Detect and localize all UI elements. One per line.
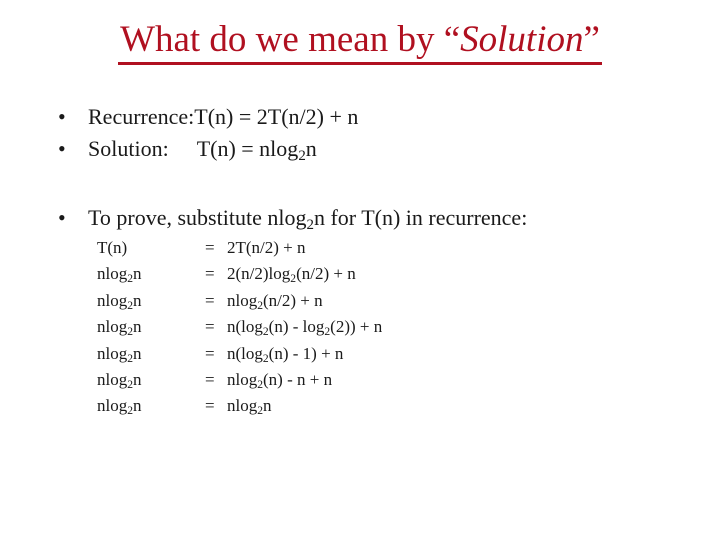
proof-lhs-text: nlog <box>97 370 128 389</box>
solution-label: Solution: <box>88 136 169 161</box>
proof-rhs-sub: 2 <box>262 351 269 365</box>
bullet-dot: • <box>58 104 66 129</box>
proof-rhs-text: 2T(n/2) + n <box>227 238 306 257</box>
proof-lhs <box>97 264 142 284</box>
recurrence-label: Recurrence: <box>88 104 195 129</box>
recurrence-value: T(n) = 2T(n/2) + n <box>194 104 359 129</box>
bullet-solution <box>58 136 317 165</box>
proof-lhs <box>97 344 142 364</box>
proof-rhs-text: (n) - log <box>268 317 325 337</box>
proof-rhs-text: n <box>263 396 272 416</box>
proof-rhs-text: (n/2) + n <box>263 290 323 310</box>
proof-rhs-sub: 2 <box>324 325 331 339</box>
proof-lhs-text: n <box>133 317 142 337</box>
proof-rhs-sub: 2 <box>262 325 269 339</box>
solution-value-sub: 2 <box>298 148 306 165</box>
proof-lhs-text: nlog <box>97 317 128 337</box>
proof-lhs <box>97 396 142 416</box>
proof-rhs-text: 2(n/2)log <box>227 264 291 284</box>
proof-rhs-text: nlog <box>227 370 258 389</box>
proof-lhs-sub: 2 <box>127 378 134 392</box>
prove-b: n for T(n) in recurrence: <box>313 205 528 230</box>
proof-rhs <box>227 238 306 258</box>
proof-lhs-text: n <box>133 264 142 284</box>
proof-rhs-text: nlog <box>227 290 258 310</box>
proof-rhs-text: n(log <box>227 317 263 337</box>
proof-equals: = <box>205 317 215 337</box>
proof-lhs-text: nlog <box>97 264 128 284</box>
proof-rhs <box>227 396 272 416</box>
proof-lhs-text: n <box>133 343 142 363</box>
prove-a: To prove, substitute nlog <box>88 205 307 230</box>
proof-rhs <box>227 344 343 364</box>
proof-lhs-text: n <box>133 290 142 310</box>
slide-title <box>0 18 720 65</box>
proof-lhs-text: n <box>133 396 142 416</box>
proof-rhs-text: n(log <box>227 343 263 363</box>
proof-equals: = <box>205 370 215 389</box>
prove-sub: 2 <box>306 217 314 234</box>
proof-lhs <box>97 238 127 258</box>
proof-rhs-text: (n/2) + n <box>296 264 356 284</box>
proof-lhs-sub: 2 <box>127 325 134 339</box>
proof-equals: = <box>205 396 215 416</box>
slide-title-underlined <box>118 19 602 65</box>
proof-lhs-text: T(n) <box>97 238 128 257</box>
proof-rhs-text: (n) - n + n <box>263 370 333 389</box>
proof-rhs-text: (n) - 1) + n <box>268 343 344 363</box>
proof-rhs-sub: 2 <box>257 299 264 313</box>
bullet-dot: • <box>58 136 66 161</box>
title-prefix: What do we mean by “ <box>120 19 461 60</box>
proof-lhs-sub: 2 <box>127 272 134 286</box>
proof-rhs <box>227 317 382 337</box>
proof-rhs-sub: 2 <box>290 272 297 286</box>
proof-lhs <box>97 291 142 311</box>
proof-rhs-text: (2)) + n <box>330 317 383 337</box>
proof-lhs-text: nlog <box>97 396 128 416</box>
proof-equals: = <box>205 238 215 257</box>
proof-rhs-sub: 2 <box>257 378 264 392</box>
solution-value-b: n <box>305 136 317 161</box>
proof-lhs <box>97 370 142 390</box>
proof-lhs-text: nlog <box>97 290 128 310</box>
proof-lhs-sub: 2 <box>127 404 134 418</box>
proof-lhs-sub: 2 <box>127 351 134 365</box>
proof-lhs <box>97 317 142 337</box>
proof-rhs <box>227 370 332 390</box>
title-emphasis: Solution <box>460 19 584 60</box>
proof-rhs <box>227 291 323 311</box>
proof-equals: = <box>205 343 215 363</box>
title-suffix: ” <box>583 19 600 60</box>
bullet-recurrence <box>58 104 358 130</box>
proof-rhs <box>227 264 356 284</box>
proof-rhs-sub: 2 <box>257 404 264 418</box>
proof-lhs-text: nlog <box>97 343 128 363</box>
bullet-dot: • <box>58 205 66 230</box>
proof-equals: = <box>205 290 215 310</box>
proof-lhs-sub: 2 <box>127 299 134 313</box>
proof-lhs-text: n <box>133 370 142 389</box>
proof-rhs-text: nlog <box>227 396 258 416</box>
solution-value-a: T(n) = nlog <box>196 136 299 161</box>
bullet-prove <box>58 205 528 234</box>
proof-equals: = <box>205 264 215 284</box>
